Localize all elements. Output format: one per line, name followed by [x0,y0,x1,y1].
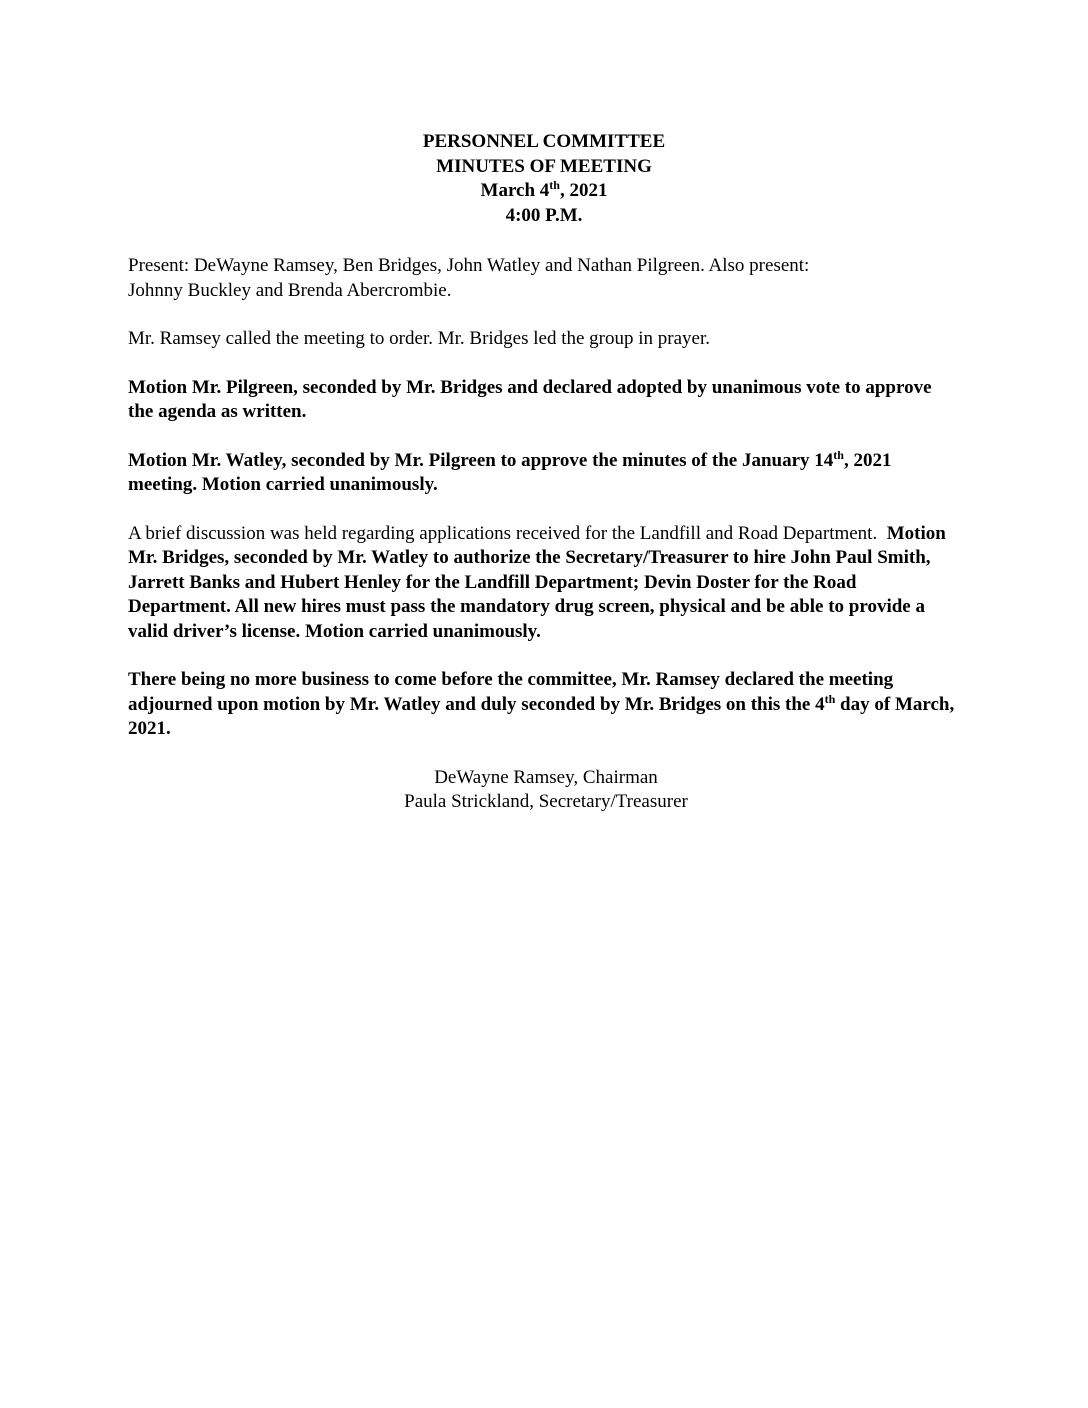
meeting-date-year: , 2021 [559,180,608,201]
attendance-line-1: Present: DeWayne Ramsey, Ben Bridges, John Watley and Nathan Pilgreen. Also present: [128,255,810,276]
meeting-date-month-day: March 4 [480,180,550,201]
minutes-document [128,130,960,815]
call-to-order-paragraph: Mr. Ramsey called the meeting to order. Mr. Bridges led the group in prayer. [128,328,711,349]
meeting-date [128,179,960,204]
motion-minutes-paragraph [128,449,960,498]
hiring-paragraph [128,522,960,645]
chairman-signature: DeWayne Ramsey, Chairman [434,766,658,788]
document-heading [128,130,960,228]
meeting-date-suffix: th [549,178,560,192]
hiring-discussion: A brief discussion was held regarding applications received for the Landfill and Road Department. [128,522,878,544]
attendance-line-2: Johnny Buckley and Brenda Abercrombie. [128,279,452,301]
document-title: MINUTES OF MEETING [436,155,652,177]
meeting-time: 4:00 P.M. [505,204,583,226]
motion-minutes-text-after: , 2021 meeting. Motion carried unanimously. [128,449,892,495]
adjournment-text-before: There being no more business to come before the committee, Mr. Ramsey declared the meeting adjourned upon motion by Mr. Watley and duly seconded by Mr. Bridges on this the 4 [128,669,894,715]
committee-title: PERSONNEL COMMITTEE [422,131,666,152]
adjournment-paragraph [128,668,960,742]
adjournment-suffix: th [824,691,836,706]
attendance-paragraph [128,254,960,303]
motion-minutes-text-before: Motion Mr. Watley, seconded by Mr. Pilgreen to approve the minutes of the January 14 [128,449,834,471]
hiring-motion: Motion Mr. Bridges, seconded by Mr. Watley to authorize the Secretary/Treasurer to hire John Paul Smith, Jarrett Banks and Hubert Henley for the Landfill Department; Devin Doster for the Road Department. All new hires must pass the mandatory drug screen, physical and be able to provide a valid driver’s license. Motion carried unanimously. [128,522,946,642]
motion-minutes-suffix: th [833,447,844,462]
secretary-signature: Paula Strickland, Secretary/Treasurer [404,791,688,812]
motion-agenda-paragraph: Motion Mr. Pilgreen, seconded by Mr. Bridges and declared adopted by unanimous vote to approve the agenda as written. [128,376,932,422]
adjournment-text-after: day of March, 2021. [128,693,955,739]
signature-block [128,766,960,815]
